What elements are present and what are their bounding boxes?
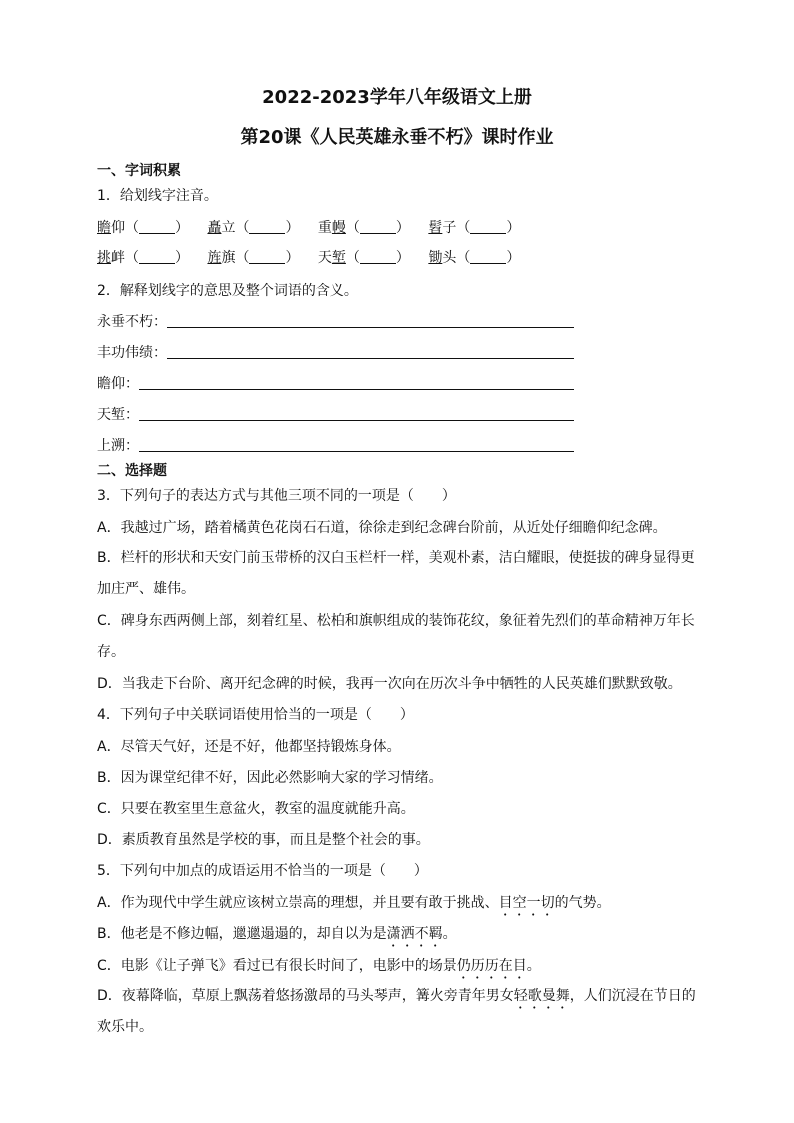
q3-option-c: C．碑身东西两侧上部，刻着红星、松柏和旗帜组成的装饰花纹，象征着先烈们的革命精神万年长存。 bbox=[97, 613, 695, 660]
q5-option-d: D．夜幕降临，草原上飘荡着悠扬激昂的马头琴声，篝火旁青年男女轻歌曼舞，人们沉浸在节日的欢乐中。 bbox=[97, 988, 696, 1035]
q1-prompt: 1．给划线字注音。 bbox=[97, 188, 218, 204]
answer-blank[interactable] bbox=[249, 249, 285, 264]
term-yongchuibuxiu: 永垂不朽： bbox=[97, 314, 167, 330]
page-subtitle: 第20课《人民英雄永垂不朽》课时作业 bbox=[240, 127, 554, 148]
term-tianqian: 天堑： bbox=[97, 407, 139, 423]
answer-line[interactable] bbox=[139, 420, 574, 421]
answer-line[interactable] bbox=[139, 451, 574, 452]
pinyin-item: 重幔（ ） bbox=[317, 220, 410, 236]
q3-option-b: B．栏杆的形状和天安门前玉带桥的汉白玉栏杆一样，美观朴素，洁白耀眼，使挺拔的碑身显得更加庄严、雄伟。 bbox=[97, 550, 695, 597]
q5-option-a: A．作为现代中学生就应该树立崇高的理想，并且要有敢于挑战、目空一切的气势。 bbox=[97, 895, 611, 911]
answer-blank[interactable] bbox=[139, 249, 175, 264]
answer-blank[interactable] bbox=[470, 219, 506, 234]
q2-prompt: 2．解释划线字的意思及整个词语的含义。 bbox=[97, 283, 358, 299]
q4-option-a: A．尽管天气好，还是不好，他都坚持锻炼身体。 bbox=[97, 739, 401, 755]
q4-option-b: B．因为课堂纪律不好，因此必然影响大家的学习情绪。 bbox=[97, 770, 443, 786]
q3-option-d: D．当我走下台阶、离开纪念碑的时候，我再一次向在历次斗争中牺牲的人民英雄们默默致敬。 bbox=[97, 676, 682, 692]
pinyin-item: 矗立（ ） bbox=[207, 220, 300, 236]
pinyin-item: 髫子（ ） bbox=[428, 220, 521, 236]
term-zhanyang: 瞻仰： bbox=[97, 376, 139, 392]
pinyin-item: 天堑（ ） bbox=[317, 250, 410, 266]
answer-blank[interactable] bbox=[139, 219, 175, 234]
pinyin-row-2 bbox=[97, 248, 534, 268]
answer-blank[interactable] bbox=[360, 249, 396, 264]
q4-option-c: C．只要在教室里生意盆火，教室的温度就能升高。 bbox=[97, 801, 415, 817]
pinyin-item: 挑衅（ ） bbox=[97, 250, 189, 266]
answer-line[interactable] bbox=[139, 389, 574, 390]
pinyin-row-1 bbox=[97, 218, 534, 238]
q4-stem: 4．下列句子中关联词语使用恰当的一项是（ ） bbox=[97, 707, 414, 723]
answer-line[interactable] bbox=[167, 327, 574, 328]
q3-stem: 3．下列句子的表达方式与其他三项不同的一项是（ ） bbox=[97, 488, 456, 504]
pinyin-item: 瞻仰（ ） bbox=[97, 220, 189, 236]
term-shangsu: 上溯： bbox=[97, 438, 139, 454]
pinyin-item: 锄头（ ） bbox=[428, 250, 521, 266]
q4-option-d: D．素质教育虽然是学校的事，而且是整个社会的事。 bbox=[97, 832, 430, 848]
pinyin-item: 旌旗（ ） bbox=[207, 250, 300, 266]
page-title: 2022-2023学年八年级语文上册 bbox=[262, 87, 532, 108]
section-heading-choice: 二、选择题 bbox=[97, 463, 167, 479]
q5-stem: 5．下列句中加点的成语运用不恰当的一项是（ ） bbox=[97, 863, 428, 879]
answer-blank[interactable] bbox=[360, 219, 396, 234]
section-heading-vocabulary: 一、字词积累 bbox=[97, 163, 181, 179]
answer-blank[interactable] bbox=[249, 219, 285, 234]
answer-blank[interactable] bbox=[470, 249, 506, 264]
q5-option-c: C．电影《让子弹飞》看过已有很长时间了，电影中的场景仍历历在目。 bbox=[97, 958, 541, 974]
term-fenggongweiji: 丰功伟绩： bbox=[97, 345, 167, 361]
q5-option-b: B．他老是不修边幅，邋邋遢遢的，却自以为是潇洒不羁。 bbox=[97, 926, 457, 942]
q3-option-a: A．我越过广场，踏着橘黄色花岗石石道，徐徐走到纪念碑台阶前，从近处仔细瞻仰纪念碑。 bbox=[97, 520, 667, 536]
answer-line[interactable] bbox=[167, 358, 574, 359]
